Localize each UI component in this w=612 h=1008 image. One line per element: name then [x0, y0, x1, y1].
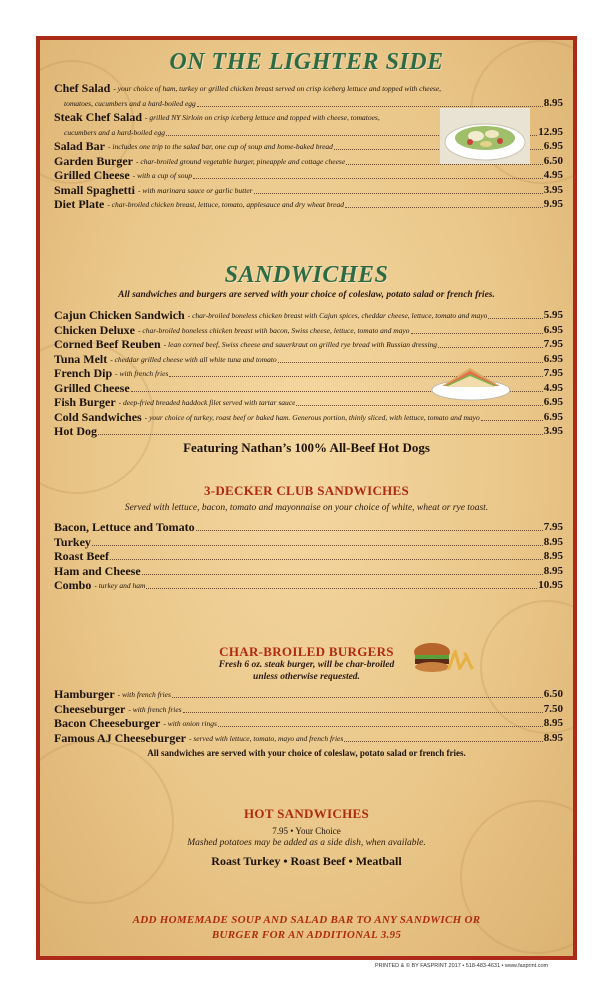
- sandwiches-note: All sandwiches and burgers are served with your choice of coleslaw, potato salad or french fries.: [118, 290, 495, 300]
- hot-choices: Roast Turkey • Roast Beef • Meatball: [211, 854, 402, 868]
- menu-item-description: - grilled NY Sirloin on crisp iceberg lettuce and topped with cheese, tomatoes,: [145, 113, 380, 122]
- menu-item-name: Combo: [54, 578, 92, 592]
- dot-leader: [146, 588, 537, 589]
- menu-item-row: [54, 715, 563, 730]
- menu-item-row: [54, 577, 563, 592]
- menu-item-price: 6.50: [543, 154, 563, 167]
- menu-item-description: - includes one trip to the salad bar, one cup of soup and home-baked bread: [108, 142, 333, 151]
- menu-item-name: Roast Beef: [54, 549, 109, 563]
- dot-leader: [296, 405, 542, 406]
- burgers-after-note: All sandwiches are served with your choice of coleslaw, potato salad or french fries.: [147, 748, 466, 758]
- menu-item-price: 6.50: [543, 688, 563, 700]
- menu-item-price: 8.95: [543, 550, 563, 562]
- dot-leader: [142, 574, 543, 575]
- dot-leader: [196, 530, 543, 531]
- menu-item-row: [54, 701, 563, 716]
- menu-item-price: 10.95: [538, 579, 563, 591]
- menu-panel: [40, 40, 573, 956]
- burger-photo: [410, 640, 476, 676]
- menu-item-row: [54, 182, 563, 197]
- dot-leader: [193, 178, 543, 179]
- menu-item-row: [54, 519, 563, 534]
- decorative-swirl: [40, 740, 174, 904]
- menu-item-price: 7.95: [543, 338, 563, 350]
- menu-item-description: - your choice of ham, turkey or grilled chicken breast served on crisp iceberg lettuce and topped with cheese,: [113, 84, 442, 93]
- menu-item-row: [54, 534, 563, 549]
- menu-item-description: - char-broiled ground vegetable burger, pineapple and cottage cheese: [136, 156, 346, 166]
- menu-item-price: 5.95: [543, 309, 563, 321]
- menu-item-description: - lean corned beef, Swiss cheese and sauerkraut on grilled rye bread with Russian dressing: [163, 340, 438, 349]
- menu-item-name: Fish Burger: [54, 395, 116, 409]
- menu-item-name: Tuna Melt: [54, 351, 108, 366]
- club-heading: 3-DECKER CLUB SANDWICHES: [203, 483, 410, 498]
- hot-sandwiches-heading: HOT SANDWICHES: [244, 806, 369, 821]
- menu-item-description: - char-broiled boneless chicken breast with bacon, Swiss cheese, lettuce, tomato and mayo: [138, 325, 410, 335]
- dot-leader: [254, 193, 543, 194]
- dot-leader: [92, 545, 543, 546]
- menu-item-description: - with marinara sauce or garlic butter: [138, 185, 253, 195]
- menu-item-price: 6.95: [543, 410, 563, 423]
- menu-item-name: Ham and Cheese: [54, 563, 141, 578]
- promo-line1: ADD HOMEMADE SOUP AND SALAD BAR TO ANY SANDWICH OR: [132, 914, 481, 926]
- menu-item-name: Corned Beef Reuben: [54, 337, 161, 351]
- menu-item-price: 4.95: [543, 169, 563, 181]
- promo-line2: BURGER FOR AN ADDITIONAL 3.95: [211, 929, 402, 941]
- dot-leader: [183, 712, 543, 713]
- menu-item-name: Turkey: [54, 534, 91, 549]
- burgers-heading: CHAR-BROILED BURGERS: [219, 644, 394, 659]
- club-note: Served with lettuce, bacon, tomato and mayonnaise on your choice of white, wheat or rye toast.: [124, 503, 489, 513]
- menu-item-name: Hamburger: [54, 687, 115, 701]
- menu-item-price: 7.95: [543, 367, 563, 379]
- menu-item-name: Bacon Cheeseburger: [54, 716, 161, 730]
- menu-item-price: 7.95: [543, 521, 563, 533]
- dot-leader: [218, 726, 543, 727]
- menu-item-row: [54, 423, 563, 438]
- burgers-note-line2: unless otherwise requested.: [253, 672, 360, 682]
- menu-item-price: 9.95: [543, 198, 563, 210]
- dot-leader: [172, 697, 543, 698]
- menu-item-row: [54, 167, 563, 182]
- menu-item-name: Steak Chef Salad: [54, 110, 143, 124]
- menu-item-description: - with french fries: [117, 690, 171, 699]
- menu-item-name: Cajun Chicken Sandwich: [54, 308, 185, 322]
- menu-item-row: [54, 322, 563, 337]
- menu-item-description: - char-broiled boneless chicken breast with Cajun spices, cheddar cheese, lettuce, tomato and mayo: [187, 311, 488, 320]
- menu-item-name: Grilled Cheese: [54, 168, 130, 182]
- menu-item-description: - cheddar grilled cheese with all white tuna and tomato: [110, 354, 277, 364]
- menu-item-description: cucumbers and a hard-boiled egg: [64, 127, 165, 137]
- menu-item-name: Diet Plate: [54, 197, 105, 211]
- menu-item-description: - with french fries: [128, 704, 182, 714]
- sandwiches-heading: SANDWICHES: [224, 262, 389, 288]
- hot-note: Mashed potatoes may be added as a side dish, when available.: [187, 838, 426, 848]
- featuring-line: Featuring Nathan’s 100% All-Beef Hot Dogs: [183, 440, 430, 455]
- dot-leader: [110, 559, 543, 560]
- menu-item-description: - with french fries: [115, 369, 169, 378]
- lighter-side-heading: ON THE LIGHTER SIDE: [169, 49, 444, 75]
- sandwich-photo: [430, 362, 512, 402]
- menu-item-price: 6.95: [543, 352, 563, 365]
- menu-item-row: [54, 730, 563, 745]
- menu-item-row: [54, 196, 563, 211]
- menu-item-row: [54, 563, 563, 578]
- menu-item-price: 8.95: [543, 731, 563, 744]
- menu-item-name: Bacon, Lettuce and Tomato: [54, 520, 195, 534]
- burgers-note-line1: Fresh 6 oz. steak burger, will be char-broiled: [218, 660, 395, 670]
- menu-item-row: [54, 409, 563, 424]
- menu-item-price: 3.95: [543, 425, 563, 437]
- menu-item-row: [54, 80, 563, 95]
- menu-item-price: 12.95: [538, 125, 563, 138]
- menu-item-description: - deep-fried breaded haddock filet served with tartar sauce: [118, 398, 296, 407]
- menu-item-name: French Dip: [54, 366, 113, 380]
- dot-leader: [197, 106, 543, 107]
- menu-item-price: 6.95: [543, 323, 563, 336]
- menu-frame: [36, 36, 577, 960]
- menu-item-description: - with a cup of soup: [132, 171, 193, 180]
- menu-item-description: - served with lettuce, tomato, mayo and french fries: [189, 733, 344, 743]
- menu-item-price: 8.95: [543, 96, 563, 109]
- menu-item-price: 3.95: [543, 183, 563, 196]
- printer-credit: PRINTED & © BY FASPRINT 2017 • 518-483-4631 • www.fasprint.com: [375, 963, 549, 969]
- menu-item-price: 7.50: [543, 702, 563, 715]
- menu-item-name: Garden Burger: [54, 153, 133, 168]
- menu-item-description: - with onion rings: [163, 719, 217, 728]
- menu-item-row: [54, 548, 563, 563]
- dot-leader: [438, 347, 543, 348]
- menu-item-price: 8.95: [543, 535, 563, 548]
- dot-leader: [345, 207, 543, 208]
- dot-leader: [481, 420, 543, 421]
- menu-item-name: Chef Salad: [54, 81, 111, 95]
- menu-item-name: Hot Dog: [54, 424, 97, 438]
- menu-item-description: - char-broiled chicken breast, lettuce, tomato, applesauce and dry wheat bread: [107, 200, 344, 209]
- menu-item-name: Cold Sandwiches: [54, 409, 142, 424]
- menu-item-description: - your choice of turkey, roast beef or baked ham. Generous portion, thinly sliced, with lettuce, tomato and mayo: [144, 412, 480, 422]
- hot-price-line: 7.95 • Your Choice: [272, 826, 341, 836]
- menu-item-name: Small Spaghetti: [54, 182, 136, 197]
- menu-item-description: tomatoes, cucumbers and a hard-boiled egg: [64, 98, 196, 108]
- menu-item-name: Grilled Cheese: [54, 380, 130, 395]
- menu-item-name: Salad Bar: [54, 139, 106, 153]
- menu-item-price: 4.95: [543, 381, 563, 394]
- menu-item-name: Cheeseburger: [54, 701, 126, 716]
- salad-photo: [440, 108, 530, 164]
- menu-item-row: [54, 686, 563, 701]
- menu-item-row: [54, 307, 563, 322]
- menu-item-description: - turkey and ham: [94, 581, 146, 590]
- dot-leader: [98, 434, 543, 435]
- menu-item-name: Famous AJ Cheeseburger: [54, 730, 186, 745]
- menu-item-row: [54, 336, 563, 351]
- menu-item-price: 6.95: [543, 140, 563, 152]
- dot-leader: [411, 333, 543, 334]
- dot-leader: [344, 741, 542, 742]
- menu-item-price: 6.95: [543, 396, 563, 408]
- dot-leader: [488, 318, 542, 319]
- menu-item-price: 8.95: [543, 564, 563, 577]
- menu-item-price: 8.95: [543, 717, 563, 729]
- menu-item-name: Chicken Deluxe: [54, 322, 135, 337]
